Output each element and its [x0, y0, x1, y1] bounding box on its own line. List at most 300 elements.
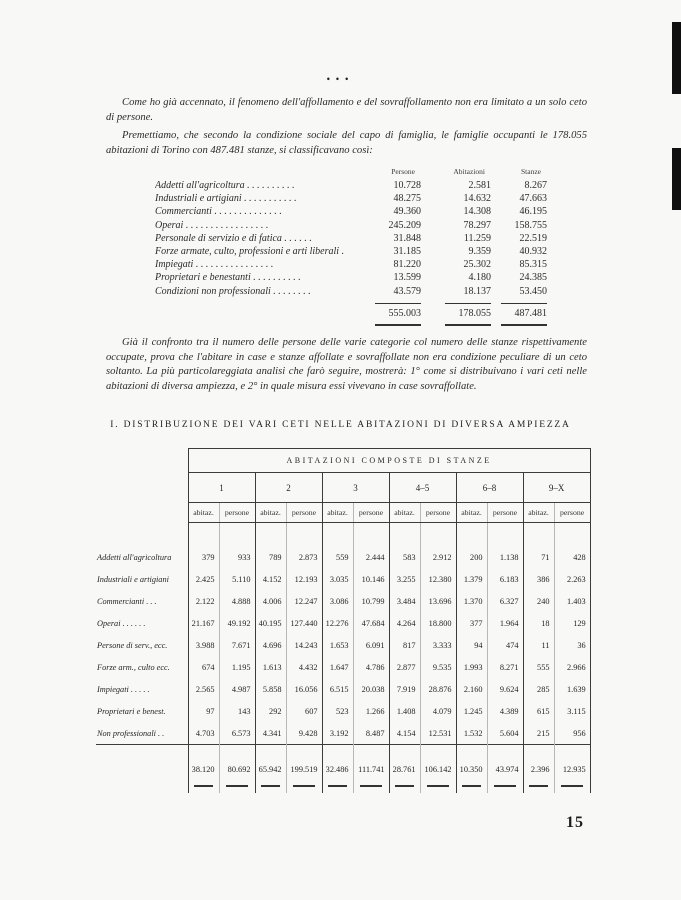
value-cell: 1.647 [322, 657, 353, 679]
value-cell: 21.167 [188, 613, 219, 635]
value-cell: 615 [523, 701, 554, 723]
value-cell: 285 [523, 679, 554, 701]
social-classification-table [155, 164, 547, 326]
table2-row [96, 723, 590, 745]
rule-cell [420, 745, 456, 757]
rule-cell [96, 745, 188, 757]
value-cell: 10.799 [353, 591, 389, 613]
table1-body [155, 179, 547, 298]
value-cell: 11.259 [463, 232, 491, 244]
group-header: 4–5 [389, 473, 456, 503]
value-cell: 2.966 [554, 657, 590, 679]
value-cell: 3.035 [322, 569, 353, 591]
value-cell: 4.389 [487, 701, 523, 723]
total-cell: 43.974 [487, 757, 523, 783]
value-cell: 200 [456, 547, 487, 569]
total-cell: 80.692 [219, 757, 255, 783]
value-cell: 12.276 [322, 613, 353, 635]
table1-totals-row [155, 306, 547, 321]
value-cell: 4.888 [219, 591, 255, 613]
value-cell: 956 [554, 723, 590, 745]
table1-row [155, 245, 547, 258]
rule-cell [96, 783, 188, 793]
rule-cell [421, 321, 491, 326]
value-cell: 1.613 [255, 657, 286, 679]
table1-row [155, 232, 547, 245]
value-cell: 2.263 [554, 569, 590, 591]
value-cell: 2.122 [188, 591, 219, 613]
single-rule [375, 303, 421, 304]
rule-cell [456, 745, 487, 757]
value-cell: 9.624 [487, 679, 523, 701]
value-cell: 4.432 [286, 657, 322, 679]
section-ornament: ••• [326, 74, 355, 84]
total-cell: 65.942 [255, 757, 286, 783]
double-rule [261, 785, 280, 787]
value-cell: 1.403 [554, 591, 590, 613]
rule-spacer [155, 300, 371, 304]
value-cell: 379 [188, 547, 219, 569]
value-cell: 4.786 [353, 657, 389, 679]
total-cell: 10.350 [456, 757, 487, 783]
category-label: Impiegati . . . . . . . . . . . . . . . . [155, 259, 274, 271]
rule-cell [219, 783, 255, 793]
value-cell: 2.425 [188, 569, 219, 591]
value-cell: 8.267 [524, 180, 547, 191]
value-cell: 12.193 [286, 569, 322, 591]
value-cell: 10.728 [393, 180, 421, 191]
table2-totals-row [96, 757, 590, 783]
subheader-abitaz: abitaz. [255, 503, 286, 523]
spacer-cell [96, 523, 188, 547]
subheader-persone: persone [219, 503, 255, 523]
section-heading: I. DISTRIBUZIONE DEI VARI CETI NELLE ABITAZIONI DI DIVERSA AMPIEZZA [110, 420, 571, 430]
table1-row [155, 179, 547, 192]
value-cell: 4.079 [420, 701, 456, 723]
totals-spacer [96, 757, 188, 783]
rule-cell [371, 321, 421, 326]
value-cell: 3.484 [389, 591, 420, 613]
paragraph-intro: Come ho già accennato, il fenomeno dell'affollamento e del sovraffollamento non era limitato a un solo ceto di persone. [106, 97, 587, 123]
rule-cell [188, 745, 219, 757]
category-label: Addetti all'agricoltura [97, 553, 172, 562]
value-cell: 36 [554, 635, 590, 657]
double-rule [395, 785, 414, 787]
value-cell: 2.873 [286, 547, 322, 569]
value-cell: 4.152 [255, 569, 286, 591]
double-rule [501, 324, 547, 326]
category-label: Operai . . . . . . . . . . . . . . . . . [155, 219, 269, 231]
group-header: 6–8 [456, 473, 523, 503]
value-cell: 81.220 [393, 259, 421, 271]
subheader-abitaz: abitaz. [188, 503, 219, 523]
value-cell: 7.919 [389, 679, 420, 701]
category-label: Persone di serv., ecc. [97, 641, 168, 650]
category-label: Proprietari e benest. [97, 707, 166, 716]
subheader-abitaz: abitaz. [389, 503, 420, 523]
subheader-persone: persone [487, 503, 523, 523]
table1-row [155, 219, 547, 232]
rule-cell [255, 783, 286, 793]
table2-corner [96, 503, 188, 523]
value-cell: 14.308 [463, 206, 491, 218]
rule-cell [219, 745, 255, 757]
value-cell: 4.180 [468, 272, 491, 284]
value-cell: 9.535 [420, 657, 456, 679]
category-label: Industriali e artigiani . . . . . . . . . . . [155, 193, 297, 205]
table2-row [96, 679, 590, 701]
value-cell: 6.327 [487, 591, 523, 613]
rule-cell [322, 783, 353, 793]
spacer-cell [389, 523, 420, 547]
category-label: Personale di servizio e di fatica . . . . . . [155, 232, 312, 244]
rule-cell [421, 300, 491, 304]
value-cell: 3.086 [322, 591, 353, 613]
value-cell: 4.341 [255, 723, 286, 745]
rule-cell [554, 783, 590, 793]
table1-row [155, 258, 547, 271]
total-cell: 32.486 [322, 757, 353, 783]
rule-cell [255, 745, 286, 757]
value-cell: 25.302 [463, 259, 491, 271]
rule-cell [554, 745, 590, 757]
double-rule [293, 785, 315, 787]
category-label: Addetti all'agricoltura . . . . . . . . . . [155, 180, 295, 191]
table1-row [155, 205, 547, 218]
value-cell: 240 [523, 591, 554, 613]
double-rule [226, 785, 248, 787]
value-cell: 2.877 [389, 657, 420, 679]
rule-cell [389, 783, 420, 793]
table1-rule-row [155, 300, 547, 304]
rule-cell [371, 300, 421, 304]
single-rule [501, 303, 547, 304]
page-number: 15 [566, 814, 584, 831]
value-cell: 559 [322, 547, 353, 569]
value-cell: 143 [219, 701, 255, 723]
spacer-cell [487, 523, 523, 547]
value-cell: 2.912 [420, 547, 456, 569]
category-label: Forze arm., culto ecc. [97, 663, 170, 672]
double-rule [328, 785, 347, 787]
rule-cell [523, 745, 554, 757]
table2-row [96, 701, 590, 723]
rule-cell [420, 783, 456, 793]
value-cell: 1.653 [322, 635, 353, 657]
value-cell: 127.440 [286, 613, 322, 635]
value-cell: 3.115 [554, 701, 590, 723]
table2-row [96, 547, 590, 569]
value-cell: 5.858 [255, 679, 286, 701]
rule-spacer [155, 321, 371, 326]
table1-row [155, 271, 547, 284]
value-cell: 1.964 [487, 613, 523, 635]
spacer-cell [219, 523, 255, 547]
rule-cell [491, 321, 547, 326]
value-cell: 9.428 [286, 723, 322, 745]
value-cell: 428 [554, 547, 590, 569]
value-cell: 2.444 [353, 547, 389, 569]
category-label: Impiegati . . . . . [97, 685, 150, 694]
value-cell: 78.297 [463, 219, 491, 231]
value-cell: 1.138 [487, 547, 523, 569]
table2-row [96, 591, 590, 613]
value-cell: 2.160 [456, 679, 487, 701]
value-cell: 377 [456, 613, 487, 635]
rule-cell [523, 783, 554, 793]
spacer-cell [286, 523, 322, 547]
value-cell: 71 [523, 547, 554, 569]
value-cell: 11 [523, 635, 554, 657]
value-cell: 245.209 [388, 219, 421, 231]
value-cell: 9.359 [468, 245, 491, 257]
double-rule [360, 785, 382, 787]
rule-cell [491, 300, 547, 304]
group-header: 9–X [523, 473, 590, 503]
value-cell: 28.876 [420, 679, 456, 701]
value-cell: 6.573 [219, 723, 255, 745]
value-cell: 18 [523, 613, 554, 635]
subheader-abitaz: abitaz. [322, 503, 353, 523]
total-cell: 106.142 [420, 757, 456, 783]
value-cell: 4.154 [389, 723, 420, 745]
value-cell: 6.091 [353, 635, 389, 657]
value-cell: 3.192 [322, 723, 353, 745]
value-cell: 10.146 [353, 569, 389, 591]
spacer-cell [456, 523, 487, 547]
table1-column-header: Persone [391, 167, 415, 176]
value-cell: 13.696 [420, 591, 456, 613]
double-rule [561, 785, 583, 787]
rule-cell [188, 783, 219, 793]
table2-subheader-row [96, 503, 590, 523]
value-cell: 789 [255, 547, 286, 569]
value-cell: 3.988 [188, 635, 219, 657]
scan-artifact-mid [672, 148, 681, 210]
value-cell: 12.247 [286, 591, 322, 613]
subheader-abitaz: abitaz. [456, 503, 487, 523]
paragraph-analysis: Già il confronto tra il numero delle persone delle varie categorie col numero delle stanze rispettivamente occupate, prova che l'abitare in case e stanze affollate e sovraffollate non era condizione peculiare di un ceto soltanto. La più particolareggiata analisi che farò seguire, mostrerà: 1° come si distribuivano i vari ceti nelle abitazioni di diversa ampiezza, e 2° in quale misura essi vivevano in case sovraffollate. [106, 337, 587, 392]
value-cell: 8.271 [487, 657, 523, 679]
category-label: Proprietari e benestanti . . . . . . . . . . [155, 272, 301, 284]
table1-row [155, 285, 547, 298]
table2-corner [96, 473, 188, 503]
value-cell: 8.487 [353, 723, 389, 745]
value-cell: 292 [255, 701, 286, 723]
value-cell: 47.663 [519, 193, 547, 205]
value-cell: 2.565 [188, 679, 219, 701]
category-label: Commercianti . . . [97, 597, 157, 606]
double-rule [462, 785, 481, 787]
value-cell: 817 [389, 635, 420, 657]
value-cell: 31.185 [393, 245, 421, 257]
value-cell: 4.264 [389, 613, 420, 635]
category-label: Condizioni non professionali . . . . . . . . [155, 285, 311, 297]
value-cell: 1.532 [456, 723, 487, 745]
table1-double-rule-row [155, 321, 547, 326]
value-cell: 1.379 [456, 569, 487, 591]
double-rule [529, 785, 548, 787]
category-label: Operai . . . . . . [97, 619, 146, 628]
single-rule [445, 303, 491, 304]
rule-cell [456, 783, 487, 793]
value-cell: 1.639 [554, 679, 590, 701]
value-cell: 1.993 [456, 657, 487, 679]
value-cell: 1.408 [389, 701, 420, 723]
value-cell: 674 [188, 657, 219, 679]
total-cell: 12.935 [554, 757, 590, 783]
table2-row [96, 569, 590, 591]
total-cell: 487.481 [514, 307, 547, 319]
value-cell: 3.333 [420, 635, 456, 657]
value-cell: 18.137 [463, 285, 491, 297]
table2-row [96, 657, 590, 679]
value-cell: 5.110 [219, 569, 255, 591]
value-cell: 5.604 [487, 723, 523, 745]
rule-cell [389, 745, 420, 757]
value-cell: 43.579 [393, 285, 421, 297]
value-cell: 46.195 [519, 206, 547, 218]
value-cell: 12.531 [420, 723, 456, 745]
total-cell: 199.519 [286, 757, 322, 783]
group-header: 1 [188, 473, 255, 503]
value-cell: 13.599 [393, 272, 421, 284]
subheader-persone: persone [353, 503, 389, 523]
value-cell: 24.385 [519, 272, 547, 284]
value-cell: 474 [487, 635, 523, 657]
value-cell: 607 [286, 701, 322, 723]
value-cell: 933 [219, 547, 255, 569]
table2-bottom-rule-row [96, 783, 590, 793]
total-cell: 38.120 [188, 757, 219, 783]
table2-corner [96, 449, 188, 473]
table2-row [96, 635, 590, 657]
value-cell: 6.183 [487, 569, 523, 591]
spacer-cell [523, 523, 554, 547]
value-cell: 4.696 [255, 635, 286, 657]
subheader-persone: persone [554, 503, 590, 523]
value-cell: 22.519 [519, 232, 547, 244]
value-cell: 31.848 [393, 232, 421, 244]
value-cell: 4.703 [188, 723, 219, 745]
value-cell: 2.581 [468, 180, 491, 191]
spacer-cell [188, 523, 219, 547]
table2-row [96, 613, 590, 635]
value-cell: 1.266 [353, 701, 389, 723]
category-label: Forze armate, culto, professioni e arti liberali . [155, 245, 345, 257]
table1-column-header: Abitazioni [453, 167, 485, 176]
distribution-table [96, 448, 591, 793]
double-rule [445, 324, 491, 326]
total-cell: 111.741 [353, 757, 389, 783]
value-cell: 85.315 [519, 259, 547, 271]
table2-title: ABITAZIONI COMPOSTE DI STANZE [188, 449, 590, 473]
double-rule [427, 785, 449, 787]
value-cell: 94 [456, 635, 487, 657]
spacer-cell [420, 523, 456, 547]
value-cell: 20.038 [353, 679, 389, 701]
value-cell: 40.195 [255, 613, 286, 635]
value-cell: 6.515 [322, 679, 353, 701]
value-cell: 49.192 [219, 613, 255, 635]
total-cell: 28.761 [389, 757, 420, 783]
value-cell: 53.450 [519, 285, 547, 297]
value-cell: 18.800 [420, 613, 456, 635]
double-rule [494, 785, 516, 787]
value-cell: 1.370 [456, 591, 487, 613]
value-cell: 215 [523, 723, 554, 745]
value-cell: 16.056 [286, 679, 322, 701]
distribution-table-wrap [96, 448, 591, 793]
value-cell: 129 [554, 613, 590, 635]
value-cell: 12.380 [420, 569, 456, 591]
value-cell: 47.684 [353, 613, 389, 635]
rule-cell [353, 745, 389, 757]
spacer-cell [353, 523, 389, 547]
value-cell: 40.932 [519, 245, 547, 257]
rule-cell [487, 783, 523, 793]
paragraph-premise: Premettiamo, che secondo la condizione sociale del capo di famiglia, le famiglie occupanti le 178.055 abitazioni di Torino con 487.481 stanze, si classificavano così: [106, 130, 587, 156]
subheader-abitaz: abitaz. [523, 503, 554, 523]
table2-spacer-row [96, 523, 590, 547]
rule-cell [286, 783, 322, 793]
value-cell: 97 [188, 701, 219, 723]
subheader-persone: persone [420, 503, 456, 523]
group-header: 3 [322, 473, 389, 503]
spacer-cell [554, 523, 590, 547]
subheader-persone: persone [286, 503, 322, 523]
category-label: Commercianti . . . . . . . . . . . . . . [155, 206, 282, 218]
rule-cell [487, 745, 523, 757]
value-cell: 523 [322, 701, 353, 723]
total-cell: 555.003 [388, 307, 421, 319]
value-cell: 1.195 [219, 657, 255, 679]
table1-header-row [155, 164, 547, 176]
value-cell: 14.632 [463, 193, 491, 205]
value-cell: 49.360 [393, 206, 421, 218]
table2-group-row [96, 473, 590, 503]
value-cell: 7.671 [219, 635, 255, 657]
spacer-cell [255, 523, 286, 547]
category-label: Industriali e artigiani [97, 575, 169, 584]
value-cell: 4.987 [219, 679, 255, 701]
value-cell: 14.243 [286, 635, 322, 657]
rule-cell [322, 745, 353, 757]
table1-column-header: Stanze [521, 167, 541, 176]
category-label: Non professionali . . [97, 728, 165, 738]
rule-cell [353, 783, 389, 793]
spacer-cell [322, 523, 353, 547]
value-cell: 48.275 [393, 193, 421, 205]
total-cell: 178.055 [458, 307, 491, 319]
rule-cell [286, 745, 322, 757]
table1-row [155, 192, 547, 205]
totals-spacer [155, 306, 371, 321]
value-cell: 3.255 [389, 569, 420, 591]
value-cell: 158.755 [514, 219, 547, 231]
value-cell: 386 [523, 569, 554, 591]
value-cell: 555 [523, 657, 554, 679]
table2-title-row [96, 449, 590, 473]
value-cell: 1.245 [456, 701, 487, 723]
value-cell: 583 [389, 547, 420, 569]
value-cell: 4.006 [255, 591, 286, 613]
double-rule [194, 785, 213, 787]
total-cell: 2.396 [523, 757, 554, 783]
group-header: 2 [255, 473, 322, 503]
double-rule [375, 324, 421, 326]
table2-rule-row [96, 745, 590, 757]
